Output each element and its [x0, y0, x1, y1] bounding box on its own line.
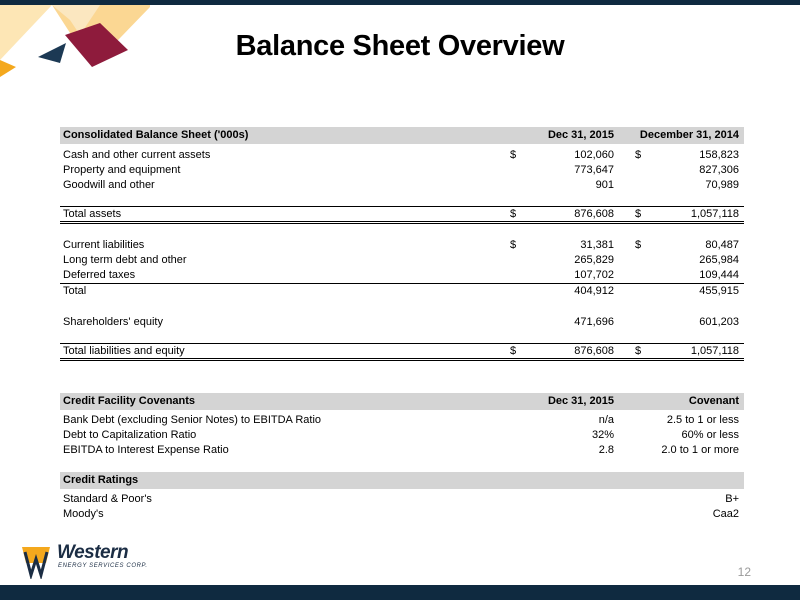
value-2014: 109,444 — [699, 269, 739, 281]
table-row — [60, 178, 744, 193]
logo-subtitle: ENERGY SERVICES CORP. — [58, 563, 148, 569]
covenant-value: 2.0 to 1 or more — [661, 444, 739, 456]
logo-name: Western — [57, 542, 129, 563]
value-2014: 70,989 — [705, 179, 739, 191]
header-col-covenant: Covenant — [688, 395, 739, 407]
table-row — [60, 492, 744, 507]
header-col-2015: Dec 31, 2015 — [547, 395, 614, 407]
header-label: Consolidated Balance Sheet ('000s) — [63, 129, 249, 141]
value-2015: n/a — [598, 414, 614, 426]
value-2015: 404,912 — [574, 285, 614, 297]
table-row — [60, 206, 744, 221]
value-2015: 876,608 — [574, 345, 614, 357]
table-row — [60, 253, 744, 268]
table-header — [60, 127, 744, 144]
table-row — [60, 163, 744, 178]
ratings-table — [60, 472, 744, 522]
row-label: Cash and other current assets — [63, 149, 211, 161]
value-2014: 158,823 — [699, 149, 739, 161]
dollar-sign: $ — [635, 149, 642, 161]
value-2015: 773,647 — [574, 164, 614, 176]
dollar-sign: $ — [510, 345, 517, 357]
row-label: Total assets — [63, 208, 122, 220]
value-2014: 455,915 — [699, 285, 739, 297]
value-2014: 827,306 — [699, 164, 739, 176]
dollar-sign: $ — [635, 239, 642, 251]
rating-value: B+ — [725, 493, 739, 505]
balance-sheet-table — [60, 127, 744, 361]
row-label: Property and equipment — [63, 164, 181, 176]
value-2014: 1,057,118 — [690, 208, 739, 220]
header-col-2015: Dec 31, 2015 — [547, 129, 614, 141]
row-label: Current liabilities — [63, 239, 145, 251]
table-row — [60, 238, 744, 253]
table-row — [60, 148, 744, 163]
row-label: Bank Debt (excluding Senior Notes) to EBITDA Ratio — [63, 414, 322, 426]
value-2015: 102,060 — [574, 149, 614, 161]
double-rule — [60, 358, 744, 361]
dollar-sign: $ — [510, 149, 517, 161]
dollar-sign: $ — [635, 208, 642, 220]
row-label: Goodwill and other — [63, 179, 155, 191]
dollar-sign: $ — [635, 345, 642, 357]
value-2015: 876,608 — [574, 208, 614, 220]
value-2015: 32% — [591, 429, 614, 441]
header-label: Credit Facility Covenants — [63, 395, 196, 407]
table-row — [60, 315, 744, 330]
table-header — [60, 393, 744, 410]
double-rule — [60, 221, 744, 224]
dollar-sign: $ — [510, 239, 517, 251]
row-label: Long term debt and other — [63, 254, 187, 266]
covenant-value: 2.5 to 1 or less — [666, 414, 739, 426]
value-2015: 107,702 — [574, 269, 614, 281]
value-2014: 265,984 — [699, 254, 739, 266]
table-row — [60, 507, 744, 522]
page-title: Balance Sheet Overview — [235, 30, 565, 62]
row-label: Moody's — [63, 508, 104, 520]
header-label: Credit Ratings — [63, 474, 139, 486]
table-row — [60, 413, 744, 428]
row-label: Total liabilities and equity — [63, 345, 185, 357]
row-label: Total — [63, 285, 87, 297]
table-row — [60, 283, 744, 298]
value-2014: 601,203 — [699, 316, 739, 328]
value-2014: 1,057,118 — [690, 345, 739, 357]
page-number: 12 — [737, 565, 751, 579]
table-header — [60, 472, 744, 489]
covenant-value: 60% or less — [681, 429, 739, 441]
table-row — [60, 268, 744, 283]
value-2015: 31,381 — [580, 239, 614, 251]
value-2015: 265,829 — [574, 254, 614, 266]
value-2015: 471,696 — [574, 316, 614, 328]
value-2015: 2.8 — [598, 444, 614, 456]
row-label: Standard & Poor's — [63, 493, 152, 505]
bottom-bar — [0, 585, 800, 600]
row-label: Deferred taxes — [63, 269, 136, 281]
value-2014: 80,487 — [705, 239, 739, 251]
dollar-sign: $ — [510, 208, 517, 220]
header-col-2014: December 31, 2014 — [639, 129, 739, 141]
table-row — [60, 343, 744, 358]
table-row — [60, 443, 744, 458]
row-label: Shareholders' equity — [63, 316, 163, 328]
covenants-table — [60, 393, 744, 458]
row-label: EBITDA to Interest Expense Ratio — [63, 444, 229, 456]
rating-value: Caa2 — [712, 508, 739, 520]
row-label: Debt to Capitalization Ratio — [63, 429, 197, 441]
value-2015: 901 — [595, 179, 614, 191]
table-row — [60, 428, 744, 443]
